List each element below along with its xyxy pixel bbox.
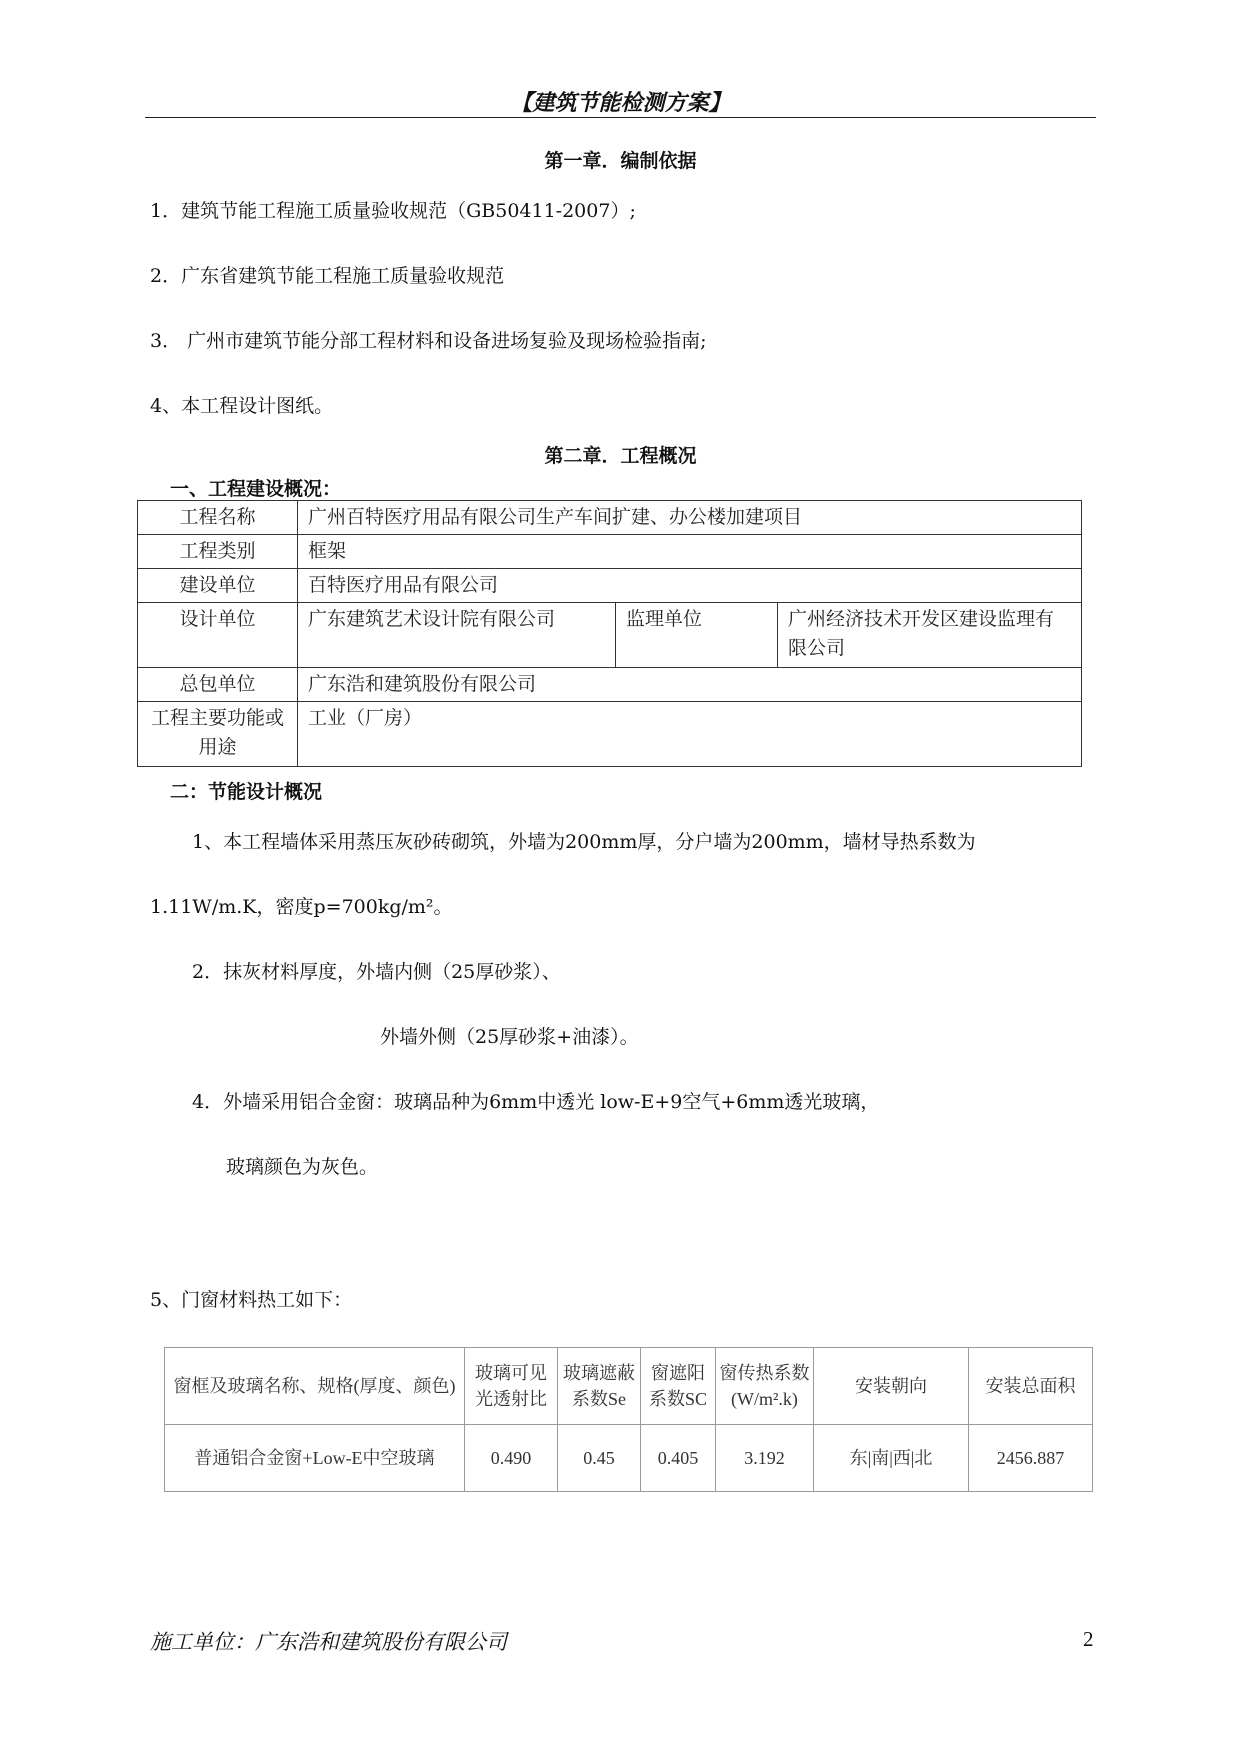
cell-orientation: 东|南|西|北	[814, 1425, 969, 1492]
basis-item-1: 1．建筑节能工程施工质量验收规范（GB50411-2007）;	[150, 200, 636, 222]
designer-value: 广东建筑艺术设计院有限公司	[298, 603, 616, 668]
contractor-label: 总包单位	[138, 668, 298, 702]
table-header-row	[165, 1348, 1093, 1425]
col-header-orientation: 安装朝向	[814, 1348, 969, 1425]
project-type-label: 工程类别	[138, 535, 298, 569]
function-label: 工程主要功能或用途	[138, 702, 298, 767]
basis-item-4: 4、本工程设计图纸。	[150, 395, 334, 417]
project-name-value: 广州百特医疗用品有限公司生产车间扩建、办公楼加建项目	[298, 501, 1082, 535]
wall-paragraph-line1: 1、本工程墙体采用蒸压灰砂砖砌筑，外墙为200mm厚，分户墙为200mm，墙材导热系数为	[192, 831, 976, 853]
basis-item-2: 2．广东省建筑节能工程施工质量验收规范	[150, 265, 505, 287]
col-header-shading-sc: 窗遮阳系数SC	[641, 1348, 716, 1425]
table-row	[165, 1425, 1093, 1492]
window-paragraph-line2: 玻璃颜色为灰色。	[226, 1156, 379, 1178]
supervisor-value: 广州经济技术开发区建设监理有限公司	[778, 603, 1082, 668]
col-header-u-value: 窗传热系数(W/m².k)	[716, 1348, 814, 1425]
footer-contractor: 施工单位：广东浩和建筑股份有限公司	[150, 1630, 507, 1654]
cell-u-value: 3.192	[716, 1425, 814, 1492]
col-header-transmittance: 玻璃可见光透射比	[465, 1348, 558, 1425]
table-row	[138, 569, 1082, 603]
window-paragraph-line1: 4．外墙采用铝合金窗：玻璃品种为6mm中透光 low-E+9空气+6mm透光玻璃，	[192, 1091, 880, 1113]
cell-transmittance: 0.490	[465, 1425, 558, 1492]
cell-area: 2456.887	[969, 1425, 1093, 1492]
col-header-shading-se: 玻璃遮蔽系数Se	[558, 1348, 641, 1425]
table-row	[138, 501, 1082, 535]
col-header-area: 安装总面积	[969, 1348, 1093, 1425]
project-info-table	[137, 500, 1082, 767]
plaster-paragraph-line1: 2．抹灰材料厚度，外墙内侧（25厚砂浆）、	[192, 961, 561, 983]
cell-shading-se: 0.45	[558, 1425, 641, 1492]
page-number: 2	[1083, 1627, 1094, 1651]
plaster-paragraph-line2: 外墙外侧（25厚砂浆+油漆）。	[380, 1026, 639, 1048]
window-table-intro: 5、门窗材料热工如下：	[150, 1289, 353, 1311]
col-header-name: 窗框及玻璃名称、规格(厚度、颜色)	[165, 1348, 465, 1425]
table-row	[138, 668, 1082, 702]
owner-value: 百特医疗用品有限公司	[298, 569, 1082, 603]
cell-shading-sc: 0.405	[641, 1425, 716, 1492]
cell-window-name: 普通铝合金窗+Low-E中空玻璃	[165, 1425, 465, 1492]
project-name-label: 工程名称	[138, 501, 298, 535]
function-value: 工业（厂房）	[298, 702, 1082, 767]
project-type-value: 框架	[298, 535, 1082, 569]
table-row	[138, 535, 1082, 569]
basis-item-3: 3． 广州市建筑节能分部工程材料和设备进场复验及现场检验指南;	[150, 330, 707, 352]
header-divider	[145, 117, 1096, 118]
chapter1-title: 第一章．编制依据	[544, 150, 697, 172]
owner-label: 建设单位	[138, 569, 298, 603]
wall-paragraph-line2: 1.11W/m.K，密度p=700kg/m²。	[150, 896, 453, 918]
table-row	[138, 603, 1082, 668]
contractor-value: 广东浩和建筑股份有限公司	[298, 668, 1082, 702]
table-row	[138, 702, 1082, 767]
window-thermal-table	[164, 1347, 1093, 1492]
designer-label: 设计单位	[138, 603, 298, 668]
section-project-overview: 一、工程建设概况：	[170, 478, 342, 500]
section-energy-design: 二：节能设计概况	[170, 781, 323, 803]
supervisor-label: 监理单位	[616, 603, 778, 668]
chapter2-title: 第二章．工程概况	[544, 445, 697, 467]
header-title: 【建筑节能检测方案】	[510, 90, 731, 116]
